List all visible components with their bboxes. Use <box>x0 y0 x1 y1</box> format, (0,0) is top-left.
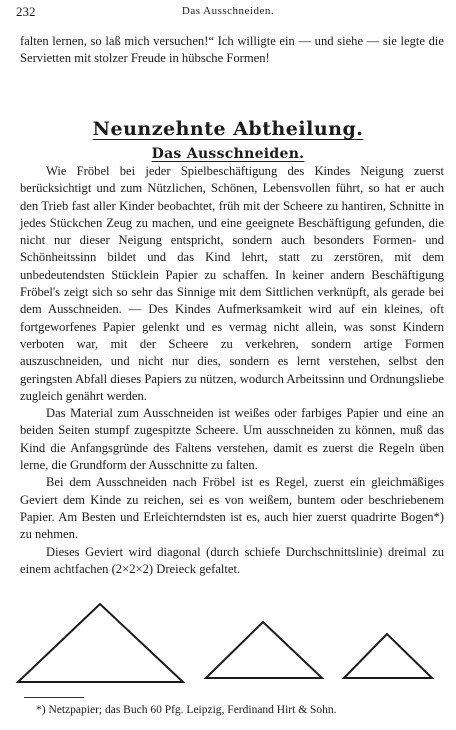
footnote-rule <box>24 697 84 698</box>
small-triangle <box>344 634 432 678</box>
page-header <box>0 4 456 22</box>
chapter-title: Neunzehnte Abtheilung. <box>92 118 364 140</box>
carryover-text: falten lernen, so laß mich versuchen!“ Ich willigte ein — und siehe — sie legte die Servietten mit stolzer Freude in hübsche Formen! <box>20 34 444 66</box>
paragraph-2: Das Material zum Ausschneiden ist weißes oder farbiges Papier und eine an beiden Seiten stumpf zugespitzte Scheere. Um ausschneiden zu können, muß das Kind die Anfangsgründe des Faltens verstehen, damit es zuerst die Regeln üben lerne, die Grundform der Ausschnitte zu falten. <box>20 406 444 473</box>
running-head: Das Ausschneiden. <box>181 5 275 17</box>
section-title: Das Ausschneiden. <box>151 146 305 162</box>
page-number: 232 <box>16 4 36 19</box>
medium-triangle <box>206 622 322 678</box>
large-triangle <box>18 604 183 682</box>
paragraph-1: Wie Fröbel bei jeder Spielbeschäftigung des Kindes Neigung zuerst berücksichtigt und zum Nützlichen, Schönen, Lebensvollen führt, so hat er auch den Trieb fast aller Kinder beobachtet, früh mit der Scheere zu hantiren, Schnitte in jedes Stückchen Zeug zu machen, und eine geeignete Beschäftigung gefunden, die nicht nur dieser Neigung entspricht, sondern auch besonders Formen- und Schönheitssinn bildet und das Kind lehrt, statt zu zerstören, mit dem unbedeutendsten Stücklein Papier zu schaffen. In keiner andern Beschäftigung Fröbel's zeigt sich so sehr das Sinnige mit dem Sittlichen verknüpft, als gerade bei dem Ausschneiden. — Des Kindes Aufmerksamkeit wird auf ein kleines, oft fortgeworfenes Papier gelenkt und es vermag nicht allein, was sonst Kindern verboten war, mit der Scheere zu verkehren, sondern artige Formen auszuschneiden, und nicht nur dies, sondern es lernt verstehen, selbst den geringsten Abfall dieses Papiers zu nützen, wodurch Arbeitssinn und Ordnungsliebe zugleich genährt werden. <box>20 164 444 403</box>
footnote: *) Netzpapier; das Buch 60 Pfg. Leipzig, Ferdinand Hirt & Sohn. <box>36 704 337 716</box>
folding-triangles-figure <box>0 596 456 686</box>
paragraph-3: Bei dem Ausschneiden nach Fröbel ist es Regel, zuerst ein gleichmäßiges Geviert dem Kinde zu reichen, sei es von weißem, buntem oder beschriebenem Papier. Am Besten und Erleichterndsten ist es, auch hier zuerst quadrirte Bogen*) zu nehmen. <box>20 475 444 542</box>
paragraph-4: Dieses Geviert wird diagonal (durch schiefe Durchschnittslinie) dreimal zu einem achtfachen (2×2×2) Dreieck gefaltet. <box>20 544 444 576</box>
carryover-paragraph <box>20 33 444 68</box>
main-text <box>20 163 444 578</box>
